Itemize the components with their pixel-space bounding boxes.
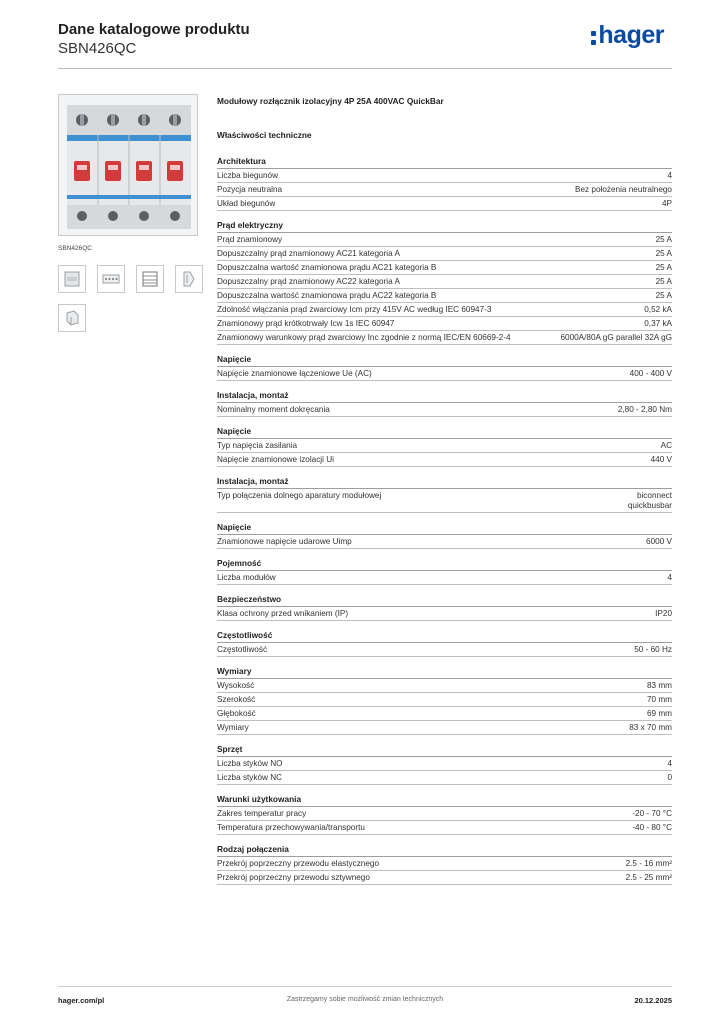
spec-section bbox=[217, 666, 672, 735]
thumbnail-front-view[interactable] bbox=[58, 265, 86, 293]
spec-label: Głębokość bbox=[217, 709, 256, 718]
spec-row bbox=[217, 261, 672, 275]
spec-row bbox=[217, 367, 672, 381]
spec-label: Nominalny moment dokręcania bbox=[217, 405, 330, 414]
spec-row bbox=[217, 871, 672, 885]
spec-row bbox=[217, 169, 672, 183]
spec-row bbox=[217, 535, 672, 549]
thumbnail-row bbox=[58, 265, 208, 293]
spec-row bbox=[217, 303, 672, 317]
spec-row bbox=[217, 857, 672, 871]
section-title: Bezpieczeństwo bbox=[217, 594, 672, 607]
spec-value: 25 A bbox=[655, 249, 672, 258]
spec-row bbox=[217, 707, 672, 721]
spec-value: 25 A bbox=[655, 263, 672, 272]
spec-label: Znamionowy warunkowy prąd zwarciowy Inc zgodnie z normą IEC/EN 60669-2-4 bbox=[217, 333, 511, 342]
thumbnail-side-view[interactable] bbox=[175, 265, 203, 293]
technical-properties-heading: Właściwości techniczne bbox=[217, 130, 312, 140]
3d-view-icon bbox=[63, 309, 81, 327]
spec-row bbox=[217, 571, 672, 585]
section-title: Warunki użytkowania bbox=[217, 794, 672, 807]
spec-label: Liczba styków NO bbox=[217, 759, 283, 768]
spec-section bbox=[217, 354, 672, 381]
section-title: Prąd elektryczny bbox=[217, 220, 672, 233]
spec-row bbox=[217, 289, 672, 303]
spec-row bbox=[217, 771, 672, 785]
section-title: Rodzaj połączenia bbox=[217, 844, 672, 857]
logo-dots-icon bbox=[591, 31, 596, 45]
spec-label: Układ biegunów bbox=[217, 199, 276, 208]
spec-value: 6000A/80A gG parallel 32A gG bbox=[560, 333, 672, 342]
product-image-caption: SBN426QC bbox=[58, 245, 92, 252]
spec-value: 83 mm bbox=[646, 681, 672, 690]
spec-label: Liczba modułów bbox=[217, 573, 276, 582]
spec-row bbox=[217, 317, 672, 331]
spec-value: 25 A bbox=[655, 235, 672, 244]
spec-value: -40 - 80 °C bbox=[632, 823, 672, 832]
spec-value: 4 bbox=[667, 759, 672, 768]
spec-section bbox=[217, 844, 672, 885]
spec-value: 0,52 kA bbox=[644, 305, 672, 314]
spec-value: 2.5 - 16 mm² bbox=[625, 859, 672, 868]
spec-row bbox=[217, 439, 672, 453]
spec-row bbox=[217, 821, 672, 835]
spec-label: Wymiary bbox=[217, 723, 249, 732]
spec-value: AC bbox=[660, 441, 672, 450]
spec-row bbox=[217, 247, 672, 261]
spec-label: Pozycja neutralna bbox=[217, 185, 283, 194]
spec-value: 440 V bbox=[650, 455, 672, 464]
spec-row bbox=[217, 693, 672, 707]
spec-row bbox=[217, 403, 672, 417]
page-header bbox=[58, 20, 672, 68]
spec-value: 25 A bbox=[655, 277, 672, 286]
spec-value: 6000 V bbox=[646, 537, 672, 546]
spec-label: Dopuszczalny prąd znamionowy AC21 kategoria A bbox=[217, 249, 400, 258]
spec-label: Dopuszczalny prąd znamionowy AC22 kategoria A bbox=[217, 277, 400, 286]
spec-label: Szerokość bbox=[217, 695, 256, 704]
spec-label: Znamionowy prąd krótkotrwały Icw 1s IEC 60947 bbox=[217, 319, 395, 328]
spec-value: 70 mm bbox=[646, 695, 672, 704]
spec-row bbox=[217, 607, 672, 621]
section-title: Częstotliwość bbox=[217, 630, 672, 643]
spec-value: 25 A bbox=[655, 291, 672, 300]
thumbnail-top-view[interactable] bbox=[97, 265, 125, 293]
spec-value: Bez położenia neutralnego bbox=[575, 185, 672, 194]
section-title: Architektura bbox=[217, 156, 672, 169]
spec-label: Prąd znamionowy bbox=[217, 235, 283, 244]
spec-row bbox=[217, 757, 672, 771]
spec-value: biconnect quickbusbar bbox=[627, 491, 672, 510]
spec-label: Przekrój poprzeczny przewodu elastycznego bbox=[217, 859, 380, 868]
footer-website: hager.com/pl bbox=[58, 996, 105, 1005]
product-name: Modułowy rozłącznik izolacyjny 4P 25A 400VAC QuickBar bbox=[217, 96, 444, 106]
product-image bbox=[58, 94, 198, 236]
spec-section bbox=[217, 794, 672, 835]
spec-label: Napięcie znamionowe łączeniowe Ue (AC) bbox=[217, 369, 372, 378]
spec-section bbox=[217, 156, 672, 211]
spec-label: Klasa ochrony przed wnikaniem (IP) bbox=[217, 609, 349, 618]
spec-row bbox=[217, 331, 672, 345]
spec-row bbox=[217, 233, 672, 247]
footer-notice: Zastrzegamy sobie możliwość zmian technicznych bbox=[286, 996, 444, 1003]
spec-sections bbox=[217, 156, 672, 885]
spec-value: 4 bbox=[667, 171, 672, 180]
spec-label: Liczba styków NC bbox=[217, 773, 283, 782]
spec-section bbox=[217, 220, 672, 345]
dimension-drawing-icon bbox=[141, 270, 159, 288]
spec-row bbox=[217, 643, 672, 657]
front-view-icon bbox=[63, 270, 81, 288]
spec-value: 400 - 400 V bbox=[629, 369, 672, 378]
spec-row bbox=[217, 183, 672, 197]
spec-row bbox=[217, 721, 672, 735]
thumbnail-row-2 bbox=[58, 304, 208, 332]
spec-row bbox=[217, 275, 672, 289]
document-title: Dane katalogowe produktu bbox=[58, 21, 250, 38]
spec-label: Częstotliwość bbox=[217, 645, 268, 654]
thumbnail-dimension-drawing[interactable] bbox=[136, 265, 164, 293]
spec-label: Zdolność włączania prąd zwarciowy Icm przy 415V AC według IEC 60947-3 bbox=[217, 305, 492, 314]
logo-text: hager bbox=[598, 21, 664, 49]
spec-row bbox=[217, 453, 672, 467]
spec-section bbox=[217, 630, 672, 657]
spec-section bbox=[217, 594, 672, 621]
spec-label: Typ napięcia zasilania bbox=[217, 441, 298, 450]
spec-row bbox=[217, 197, 672, 211]
spec-row bbox=[217, 679, 672, 693]
spec-label: Napięcie znamionowe izolacji Ui bbox=[217, 455, 334, 464]
switch-device-icon bbox=[59, 95, 198, 236]
spec-row bbox=[217, 807, 672, 821]
section-title: Pojemność bbox=[217, 558, 672, 571]
spec-label: Znamionowe napięcie udarowe Uimp bbox=[217, 537, 352, 546]
hager-logo bbox=[591, 22, 664, 48]
page-footer bbox=[58, 996, 672, 1010]
section-title: Instalacja, montaż bbox=[217, 390, 672, 403]
spec-label: Temperatura przechowywania/transportu bbox=[217, 823, 365, 832]
spec-label: Dopuszczalna wartość znamionowa prądu AC21 kategoria B bbox=[217, 263, 437, 272]
section-title: Napięcie bbox=[217, 426, 672, 439]
spec-label: Zakres temperatur pracy bbox=[217, 809, 307, 818]
spec-section bbox=[217, 390, 672, 417]
spec-value: 69 mm bbox=[646, 709, 672, 718]
spec-section bbox=[217, 426, 672, 467]
spec-label: Wysokość bbox=[217, 681, 255, 690]
section-title: Instalacja, montaż bbox=[217, 476, 672, 489]
footer-divider bbox=[58, 986, 672, 987]
spec-value: IP20 bbox=[655, 609, 672, 618]
section-title: Napięcie bbox=[217, 354, 672, 367]
top-view-icon bbox=[102, 270, 120, 288]
spec-value: 0,37 kA bbox=[644, 319, 672, 328]
spec-section bbox=[217, 522, 672, 549]
spec-section bbox=[217, 744, 672, 785]
footer-date: 20.12.2025 bbox=[634, 996, 672, 1005]
spec-value: 4 bbox=[667, 573, 672, 582]
section-title: Sprzęt bbox=[217, 744, 672, 757]
spec-label: Liczba biegunów bbox=[217, 171, 278, 180]
spec-label: Przekrój poprzeczny przewodu sztywnego bbox=[217, 873, 370, 882]
product-media bbox=[58, 94, 208, 332]
spec-value: 2.5 - 25 mm² bbox=[625, 873, 672, 882]
spec-row bbox=[217, 489, 672, 513]
section-title: Napięcie bbox=[217, 522, 672, 535]
side-view-icon bbox=[180, 270, 198, 288]
product-code: SBN426QC bbox=[58, 40, 137, 57]
spec-section bbox=[217, 558, 672, 585]
spec-value: 2,80 - 2,80 Nm bbox=[617, 405, 672, 414]
thumbnail-3d-view[interactable] bbox=[58, 304, 86, 332]
spec-value: 83 x 70 mm bbox=[629, 723, 672, 732]
section-title: Wymiary bbox=[217, 666, 672, 679]
spec-section bbox=[217, 476, 672, 513]
spec-label: Dopuszczalna wartość znamionowa prądu AC22 kategoria B bbox=[217, 291, 437, 300]
header-divider bbox=[58, 68, 672, 69]
spec-value: 0 bbox=[667, 773, 672, 782]
spec-value: -20 - 70 °C bbox=[632, 809, 672, 818]
spec-label: Typ połączenia dolnego aparatury modułowej bbox=[217, 491, 382, 500]
spec-column bbox=[217, 96, 672, 894]
spec-value: 50 - 60 Hz bbox=[634, 645, 672, 654]
spec-value: 4P bbox=[661, 199, 672, 208]
